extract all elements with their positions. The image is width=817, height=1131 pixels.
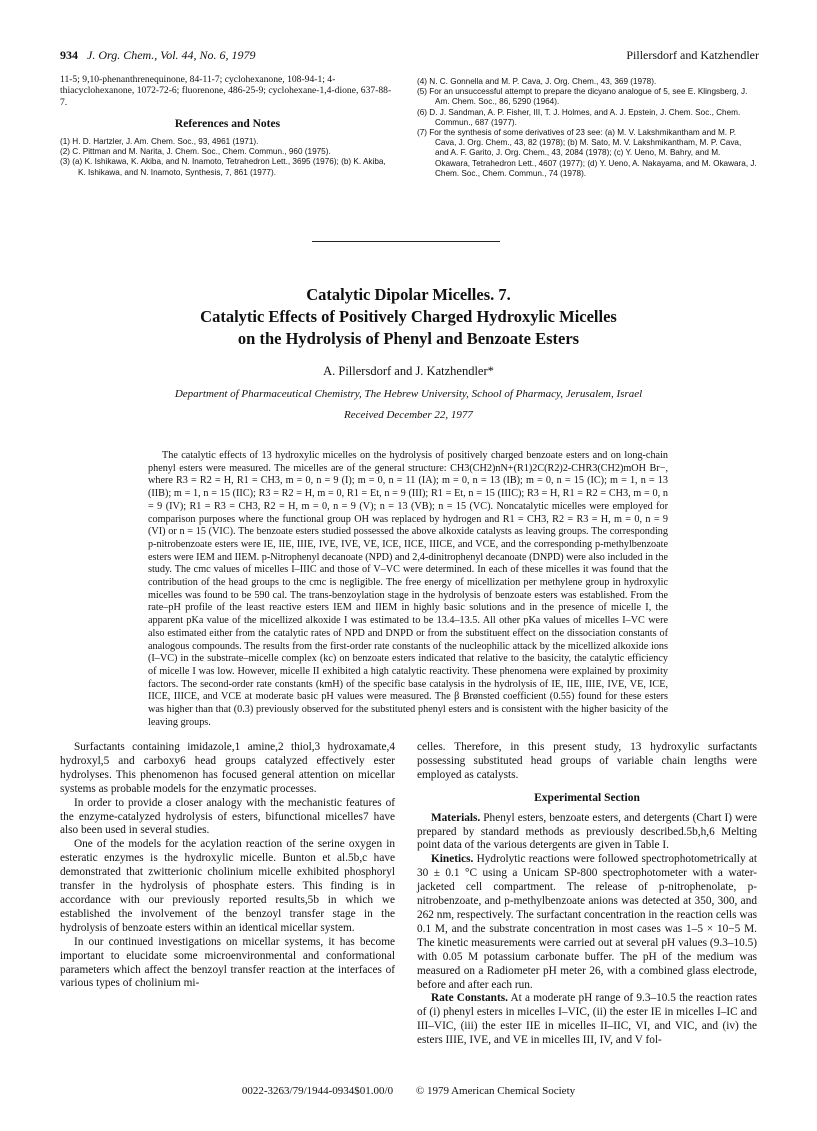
top-right-column: [417, 77, 757, 179]
running-header: [60, 48, 759, 64]
reference-item: (3) (a) K. Ishikawa, K. Akiba, and N. Inamoto, Tetrahedron Lett., 3695 (1976); (b) K. Akiba, K. Ishikawa, and N. Inamoto, Synthesis, 7, 861 (1977).: [60, 157, 386, 177]
body-left-column: [60, 741, 395, 991]
experimental-section-heading: Experimental Section: [534, 791, 640, 804]
footer-code: 0022-3263/79/1944-0934$01.00/0: [241, 1085, 394, 1097]
page-number: 934: [60, 48, 78, 62]
affiliation: Department of Pharmaceutical Chemistry, The Hebrew University, School of Pharmacy, Jerusalem, Israel: [174, 388, 643, 400]
received-date: Received December 22, 1977: [344, 409, 473, 421]
rate-constants-paragraph: [417, 992, 757, 1048]
top-left-column: [60, 74, 395, 178]
article-title-line-1: Catalytic Dipolar Micelles. 7.: [306, 285, 511, 304]
body-paragraph: One of the models for the acylation reaction of the serine oxygen in esteratic enzymes is the hydroxylic micelle. Bunton et al.5b,c have demonstrated that zwitterionic cholinium micelle exhibited phosphoryl transfer in the hydrolysis of phosphate esters. This finding is in accordance with our previously reported results,5b in which we established the involvement of the benzoyl transfer stage in the hydrolysis of benzoate esters within an identical micellar system.: [60, 838, 395, 934]
reference-item: (1) H. D. Hartzler, J. Am. Chem. Soc., 93, 4961 (1971).: [60, 136, 259, 146]
article-title-line-3: on the Hydrolysis of Phenyl and Benzoate Esters: [237, 329, 580, 348]
materials-label: Materials.: [431, 811, 481, 824]
rate-constants-label: Rate Constants.: [431, 992, 508, 1005]
rate-constants-text: At a moderate pH range of 9.3–10.5 the reaction rates of (i) phenyl esters in micelles I–VIC, (ii) the ester IE in micelles I–IC and III–VIC, (iii) the ester IIE in micelles II–IIC, VI, and VIC, and (iv) the esters IIIE, IVE, and VE in micelles III, IV, and V fol-: [417, 992, 757, 1047]
journal-citation: J. Org. Chem., Vol. 44, No. 6, 1979: [87, 48, 256, 62]
body-paragraph: In order to provide a closer analogy with the mechanistic features of the enzyme-catalyzed hydrolysis of esters, bifunctional micelles7 have also been used in several studies.: [60, 796, 395, 837]
reference-item: (5) For an unsuccessful attempt to prepare the dicyano analogue of 5, see E. Klingsberg, J. Am. Chem. Soc., 86, 5290 (1964).: [417, 87, 748, 107]
section-divider: [312, 241, 500, 242]
abstract: The catalytic effects of 13 hydroxylic micelles on the hydrolysis of positively charged benzoate esters and on long-chain phenyl esters were measured. The micelles are of the general structure: CH3(CH2)nN+(R1)2C(R2)2-CHR3(CH2)mOH Br−, where R3 = R2 = H, R1 = CH3, m = 0, n = 9 (I); m = 0, n = 11 (IA); m = 0, n = 13 (IB); m = 0, n = 15 (IC); m = 1, n = 13 (IIB); m = 1, n = 15 (IIC); R3 = R2 = H, m = 0, R1 = Et, n = 9 (III); R1 = Et, n = 15 (IIIC); R3 = H, R1 = R2 = CH3, m = 0, n = 9 (IV); R1 = R3 = CH3, R2 = H, m = 0, n = 9 (V); n = 13 (VB); n = 15 (VC). Noncatalytic micelles were employed for comparison purposes where the functional group OH was replaced by hydrogen and R1 = CH3, R2 = R3 = H, m = 0, n = 9 (VI) or n = 15 (VIC). The benzoate esters studied possessed the above alkoxide catalysts as leaving groups. The corresponding p-nitrobenzoate esters were IE, IIE, IIIE, IVE, IVE, VE, ICE, IICE, IIICE, and VCE, and the corresponding p-methylbenzoate esters were IEM and IIEM. p-Nitrophenyl decanoate (NPD) and 2,4-dinitrophenyl decanoate (DNPD) were also included in the study. The cmc values of micelles I–IIIC and those of V–VC were determined. In each of these micelles it was found that the contribution of the head groups to the cmc is negligible. The free energy of micellization per methylene group in hydroxylic micelles was found to be 590 cal. The trans-benzoylation stage in the hydrolysis of benzoate esters was established. From the rate–pH profile of the least reactive esters IEM and IIEM in highly basic solutions and in the presence of micelle I, the apparent pKa value of the micellized alkoxide I was estimated to be 13.4–13.5. All other pKa values of micelles I–VC were also estimated either from the catalytic rates of NPD and DNPD or from the substituent effect on the dissociation constants of analogous compounds. The results from the first-order rate constants of the nucleophilic attack by the micellized alkoxide ions (I–VC) in the substrate–micelle complex (kc) on benzoate esters indicated that relative to the basicity, the catalytic efficiency of micelle I was low. However, micelle II exhibited a high catalytic reactivity. These phenomena were explained by proximity factors. The second-order rate constants (kmH) of the specific base catalysis in the hydrolysis of IE, IIE, IIIE, IVE, VE, ICE, IICE, IIICE, and VCE at moderate basic pH values were measured. The β Brønsted coefficient (0.55) found for these esters was higher than that (0.3) previously observed for the substituted phenyl esters and is consistent with the higher basicity of the leaving groups.: [148, 450, 668, 728]
references-heading: References and Notes: [174, 117, 281, 130]
body-paragraph: In our continued investigations on micellar systems, it has become important to elucidate some microenvironmental and conformational parameters which affect the benzoyl transfer reaction at the interfaces of various types of cholinium mi-: [60, 935, 395, 990]
reference-item: (2) C. Pittman and M. Narita, J. Chem. Soc., Chem. Commun., 960 (1975).: [60, 147, 331, 157]
materials-paragraph: [417, 812, 757, 854]
materials-text: Phenyl esters, benzoate esters, and detergents (Chart I) were prepared by standard methods as previously described.5b,h,6 Melting point data of the various detergents are given in Table I.: [417, 811, 757, 852]
article-title-line-2: Catalytic Effects of Positively Charged Hydroxylic Micelles: [200, 307, 617, 326]
body-paragraph: Surfactants containing imidazole,1 amine,2 thiol,3 hydroxamate,4 hydroxyl,5 and carboxy6 head groups catalyzed effectively ester hydrolyses. This phenomenon has focused general attention on micellar systems as probable models for the enzymatic processes.: [60, 741, 395, 795]
header-authors: Pillersdorf and Katzhendler: [626, 48, 759, 62]
body-paragraph: celles. Therefore, in this present study, 13 hydroxylic surfactants possessing substituted head groups of variable chain lengths were employed as catalysts.: [417, 741, 757, 781]
kinetics-paragraph: [417, 853, 757, 992]
article-authors: A. Pillersdorf and J. Katzhendler*: [323, 364, 494, 378]
kinetics-text: Hydrolytic reactions were followed spectrophotometrically at 30 ± 0.1 °C using a Unicam SP-800 spectrophotometer with a water-jacketed cell compartment. The release of p-nitrophenolate, p-nitrobenzoate, and p-methylbenzoate anions was detected at 350, 300, and 262 nm, respectively. The surfactant concentration in the reaction cells was 0.1 M, and the substrate concentration in most cases was 1–5 × 10−5 M. The kinetic measurements were carried out at several pH values (9.3–10.5) with 0.05 M potassium carbonate buffer. The pH of the medium was measured on a Radiometer pH meter 26, with a combined glass electrode, before and after each run.: [417, 853, 757, 991]
reference-item: (4) N. C. Gonnella and M. P. Cava, J. Org. Chem., 43, 369 (1978).: [417, 77, 657, 86]
kinetics-label: Kinetics.: [431, 853, 474, 866]
footer-copyright: © 1979 American Chemical Society: [415, 1085, 576, 1097]
page-footer: [0, 1085, 817, 1097]
reference-item: (7) For the synthesis of some derivatives of 23 see: (a) M. V. Lakshmikantham and M. P. Cava, J. Org. Chem., 43, 82 (1978); (b) M. Sato, M. V. Lakshmikantham, M. P. Cava, and A. F. Garito, J. Org. Chem., 43, 2084 (1978); (c) Y. Ueno, M. Bahry, and M. Okawara, Tetrahedron Lett., 4607 (1977); (d) Y. Ueno, A. Nakayama, and M. Okawara, J. Chem. Soc., Chem. Commun., 74 (1978).: [417, 128, 757, 178]
body-right-column: [417, 741, 757, 1048]
reference-item: (6) D. J. Sandman, A. P. Fisher, III, T. J. Holmes, and A. J. Epstein, J. Chem. Soc., Chem. Commun., 687 (1977).: [417, 107, 741, 127]
registry-carryover: 11-5; 9,10-phenanthrenequinone, 84-11-7; cyclohexanone, 108-94-1; 4-thiacyclohexanone, 1072-72-6; fluorenone, 486-25-9; cyclohexane-1,4-dione, 637-88-7.: [60, 74, 392, 108]
